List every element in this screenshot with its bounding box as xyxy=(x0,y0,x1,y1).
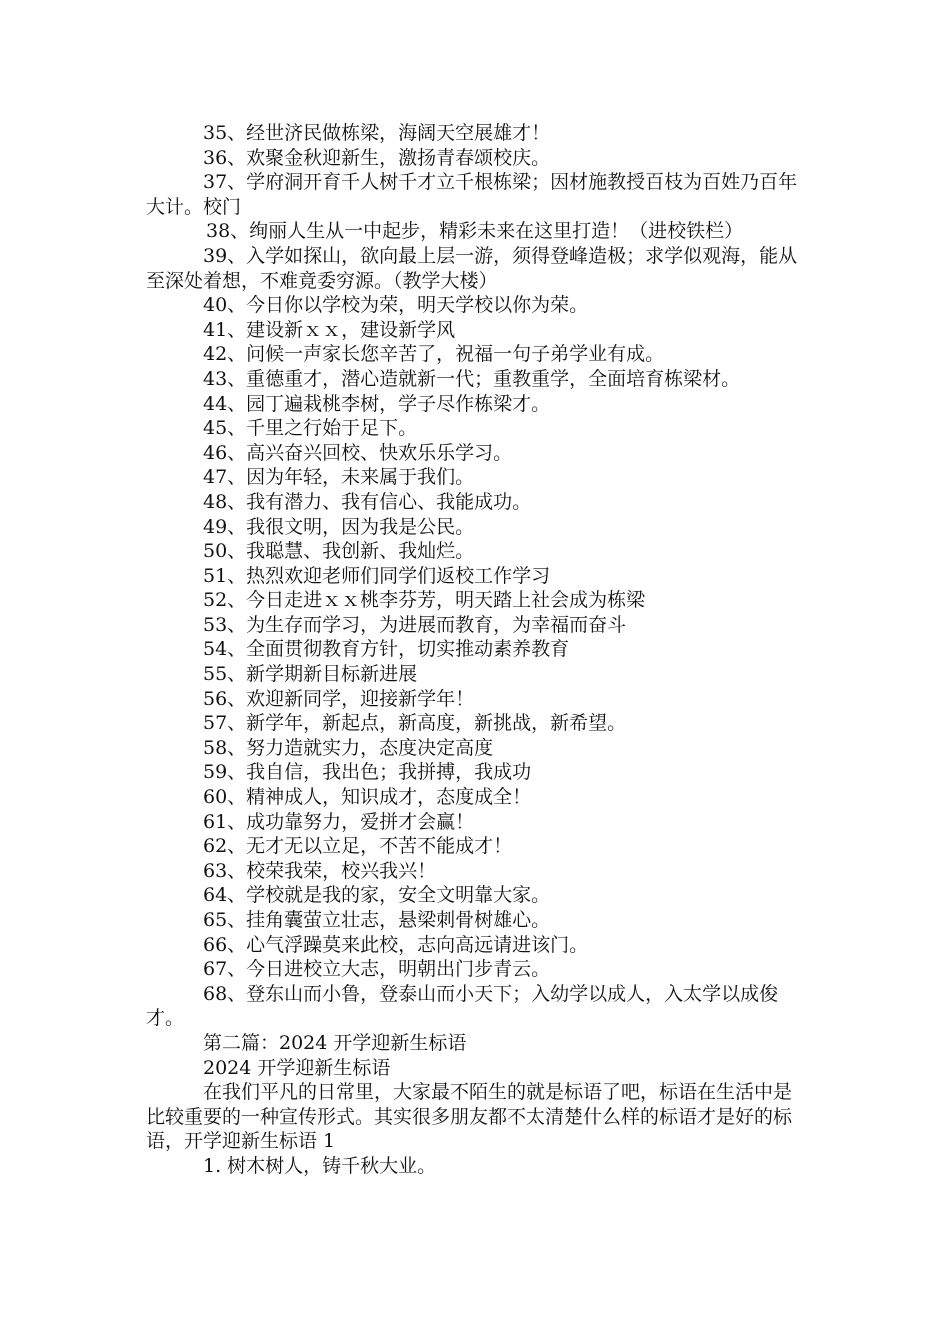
slogan-66: 66、心气浮躁莫来此校，志向高远请进该门。 xyxy=(203,933,589,956)
slogan-65: 65、挂角囊萤立壮志，悬梁刺骨树雄心。 xyxy=(203,909,551,931)
slogan-59: 59、我自信，我出色；我拼搏，我成功 xyxy=(203,761,532,784)
section-title: 2024 开学迎新生标语 xyxy=(203,1056,391,1079)
intro-paragraph: 在我们平凡的日常里，大家最不陌生的就是标语了吧，标语在生活中是比较重要的一种宣传形式。其实很多朋友都不太清楚什么样的标语才是好的标语，开学迎新生标语 1 xyxy=(146,1081,793,1153)
slogan-51: 51、热烈欢迎老师们同学们返校工作学习 xyxy=(203,564,551,587)
section-heading: 第二篇：2024 开学迎新生标语 xyxy=(203,1031,467,1054)
slogan-49: 49、我很文明，因为我是公民。 xyxy=(203,515,475,538)
slogan-67: 67、今日进校立大志，明朝出门步青云。 xyxy=(203,958,551,981)
slogan-44: 44、园丁遍栽桃李树，学子尽作栋梁才。 xyxy=(203,392,551,415)
slogan-58: 58、努力造就实力，态度决定高度 xyxy=(203,736,494,759)
document-body xyxy=(146,121,810,1179)
slogan-60: 60、精神成人，知识成才，态度成全！ xyxy=(203,786,532,809)
slogan-47: 47、因为年轻，未来属于我们。 xyxy=(203,466,475,489)
slogan-68: 68、登东山而小鲁，登泰山而小天下；入幼学以成人，入太学以成俊才。 xyxy=(146,982,779,1030)
slogan-52: 52、今日走进ｘｘ桃李芬芳，明天踏上社会成为栋梁 xyxy=(203,589,646,612)
slogan-64: 64、学校就是我的家，安全文明靠大家。 xyxy=(203,884,551,907)
slogan-61: 61、成功靠努力，爱拼才会赢！ xyxy=(203,810,475,833)
slogan-56: 56、欢迎新同学，迎接新学年！ xyxy=(203,687,475,710)
slogan-62: 62、无才无以立足，不苦不能成才！ xyxy=(203,835,513,858)
slogan-37: 37、学府洞开育千人树千才立千根栋梁；因材施教授百枝为百姓乃百年大计。校门 xyxy=(146,171,798,218)
numbered-item-1: 1. 树木树人，铸千秋大业。 xyxy=(203,1154,437,1177)
slogan-53: 53、为生存而学习，为进展而教育，为幸福而奋斗 xyxy=(203,613,627,636)
slogan-63: 63、校荣我荣，校兴我兴！ xyxy=(203,859,437,882)
slogan-35: 35、经世济民做栋梁，海阔天空展雄才！ xyxy=(203,122,551,144)
slogan-40: 40、今日你以学校为荣，明天学校以你为荣。 xyxy=(203,294,589,317)
slogan-55: 55、新学期新目标新进展 xyxy=(203,663,418,686)
slogan-54: 54、全面贯彻教育方针，切实推动素养教育 xyxy=(203,638,570,661)
slogan-43: 43、重德重才，潜心造就新一代；重教重学，全面培育栋梁材。 xyxy=(203,367,741,390)
slogan-36: 36、欢聚金秋迎新生，激扬青春颂校庆。 xyxy=(203,146,551,169)
slogan-48: 48、我有潜力、我有信心、我能成功。 xyxy=(203,490,532,513)
slogan-57: 57、新学年，新起点，新高度，新挑战，新希望。 xyxy=(203,712,627,735)
slogan-39: 39、入学如探山，欲向最上层一游，须得登峰造极；求学似观海，能从至深处着想，不难竟委穷源。（教学大楼） xyxy=(146,244,798,292)
slogan-45: 45、千里之行始于足下。 xyxy=(203,417,418,440)
slogan-38: 38、绚丽人生从一中起步，精彩未来在这里打造！（进校铁栏） xyxy=(206,220,744,243)
slogan-42: 42、问候一声家长您辛苦了，祝福一句子弟学业有成。 xyxy=(203,343,665,366)
slogan-46: 46、高兴奋兴回校、快欢乐乐学习。 xyxy=(203,441,513,464)
slogan-50: 50、我聪慧、我创新、我灿烂。 xyxy=(203,540,475,563)
slogan-41: 41、建设新ｘｘ，建设新学风 xyxy=(203,318,456,341)
